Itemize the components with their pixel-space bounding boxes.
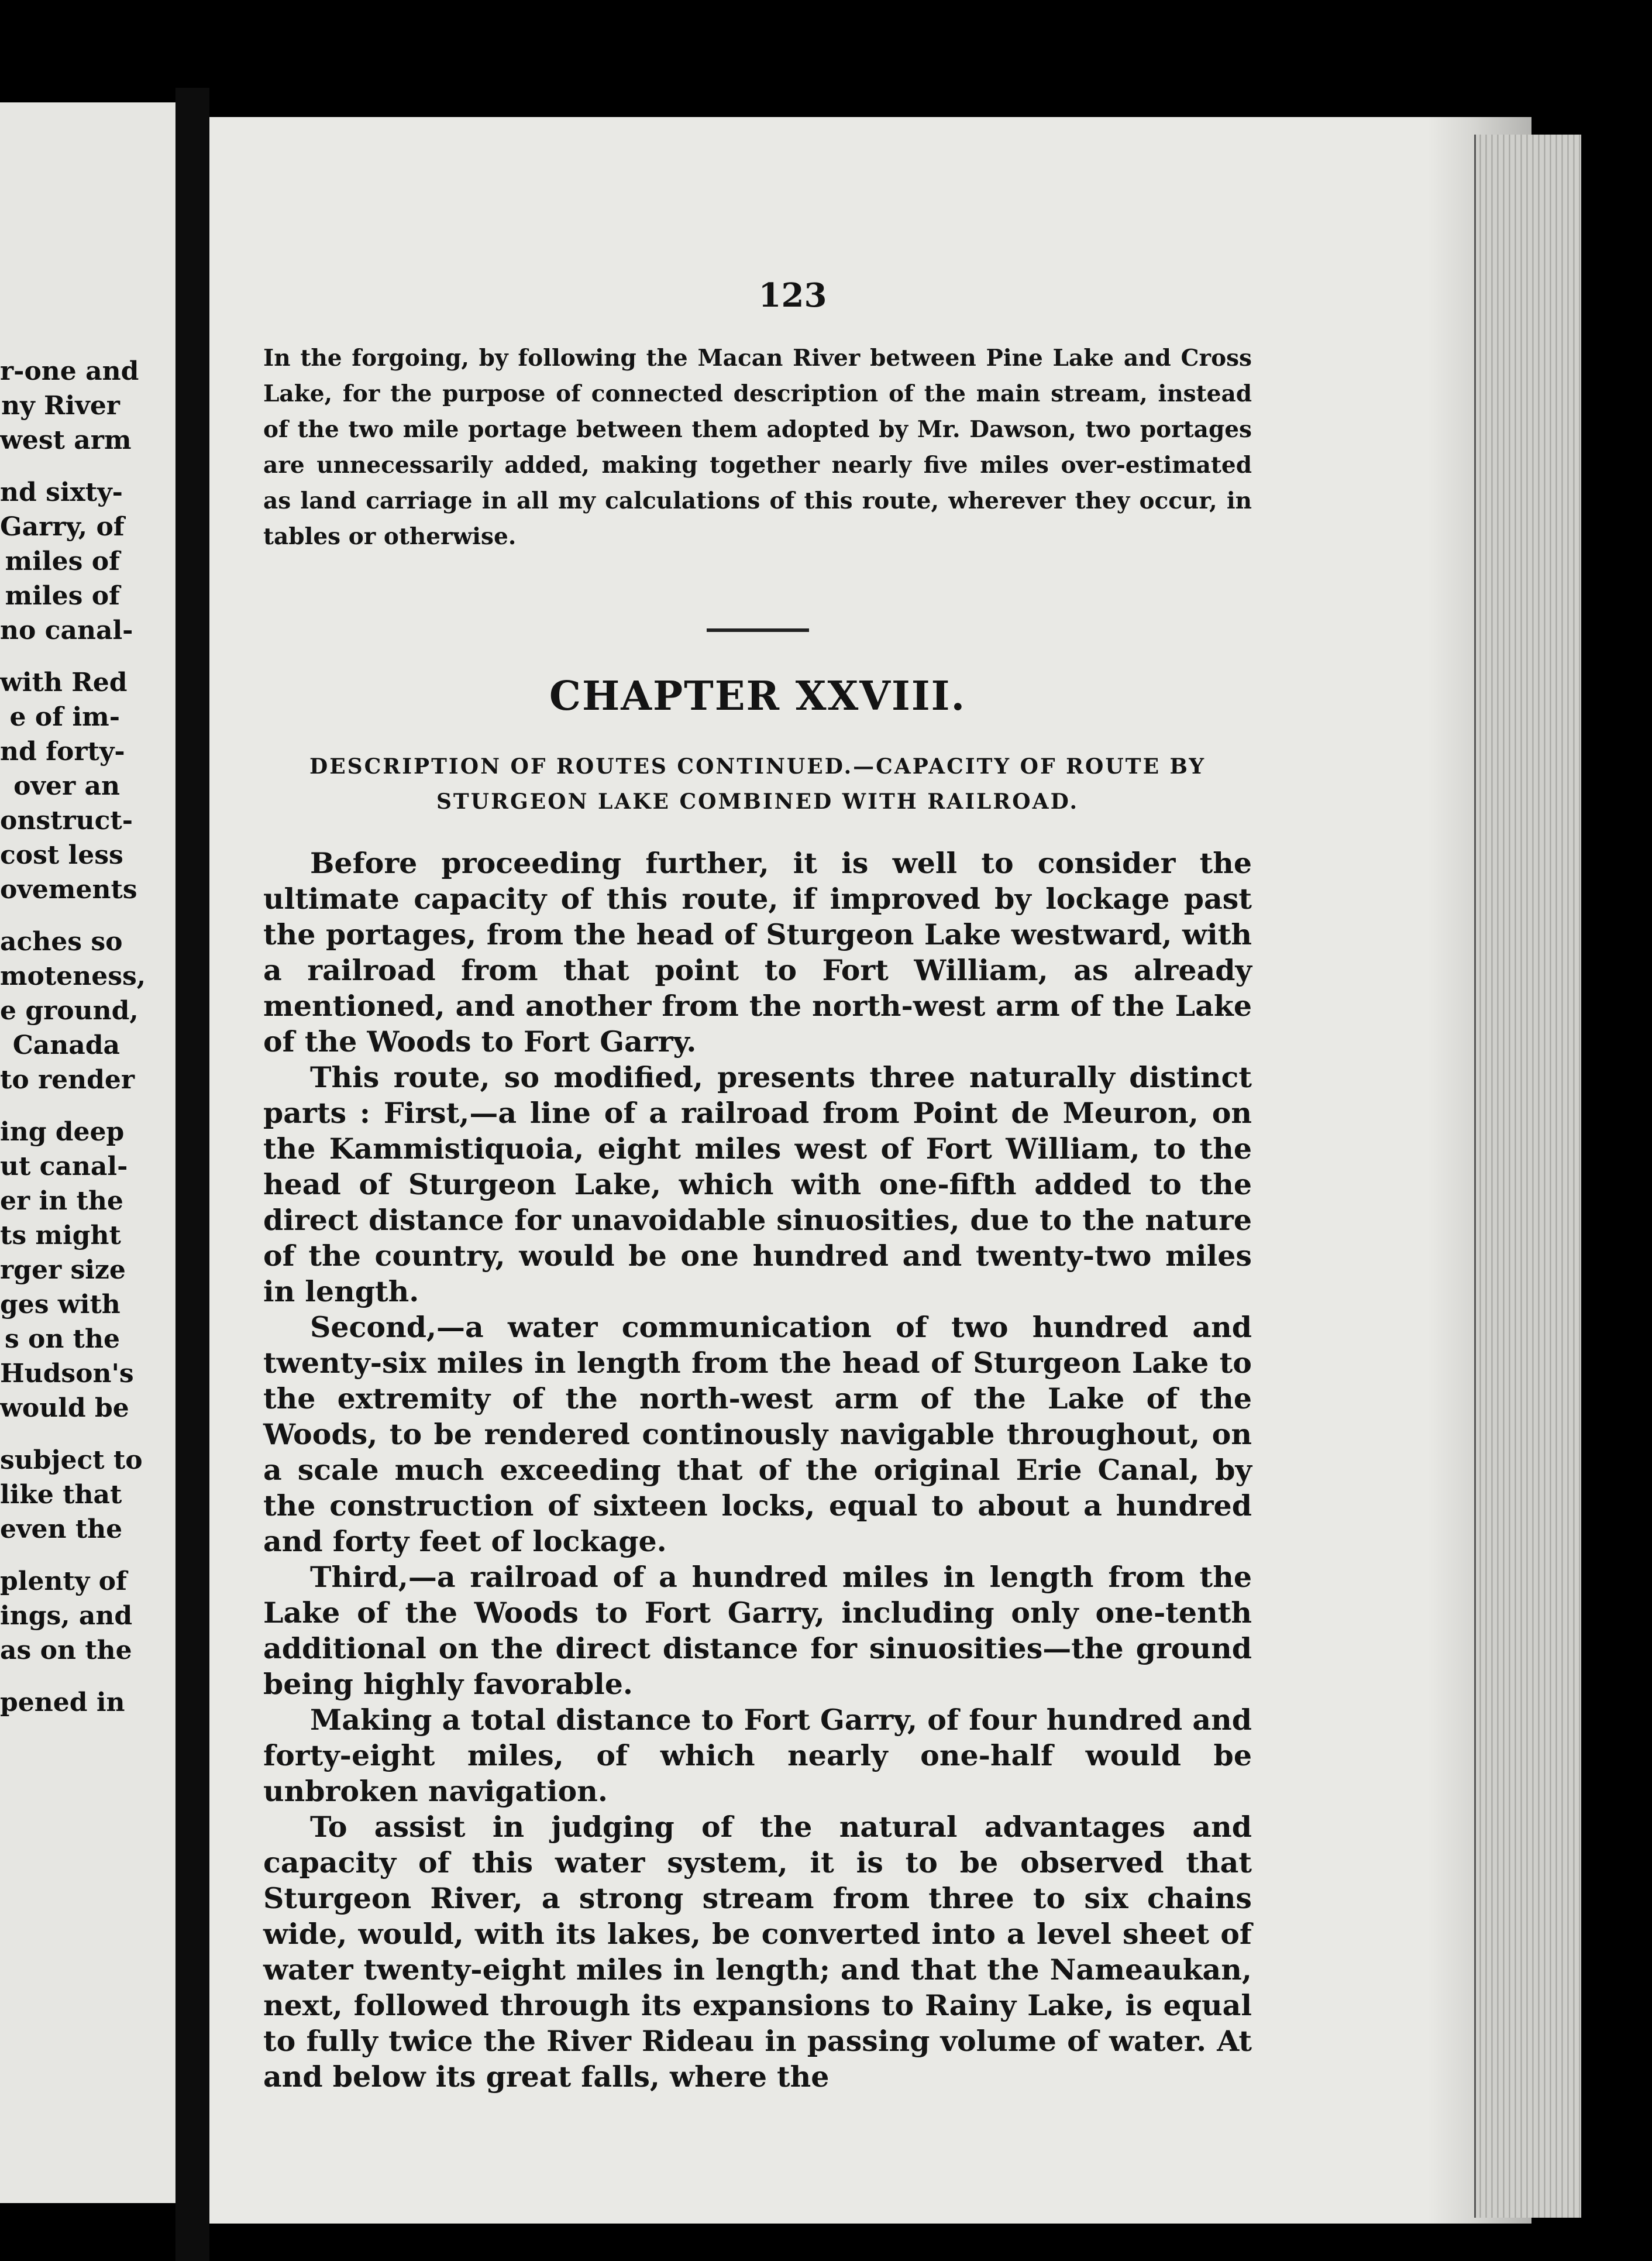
left-page-line: plenty of (0, 1566, 127, 1596)
section-divider (707, 628, 809, 632)
left-page-line: miles of (5, 581, 120, 611)
left-page-line: would be (0, 1393, 129, 1423)
left-page-line: ing deep (0, 1117, 125, 1147)
line-gap (0, 648, 120, 665)
left-page-line: no canal- (0, 616, 133, 645)
paragraph: Third,—a railroad of a hundred miles in length from the Lake of the Woods to Fort Garry, including only one-tenth additional on the direct distance for sinuosities—the ground being highly favorable. (263, 1560, 1252, 1701)
left-page-line: as on the (0, 1635, 132, 1665)
left-page-line: ovements (0, 875, 137, 905)
book-gutter (175, 88, 209, 2261)
left-page-line: Garry, of (0, 512, 125, 542)
line-gap (0, 1547, 120, 1564)
left-page-line: pened in (0, 1688, 125, 1717)
left-page-line: er in the (0, 1186, 123, 1216)
left-page-line: like that (0, 1480, 122, 1510)
paragraph: Second,—a water communication of two hundred and twenty-six miles in length from the head of Sturgeon Lake to the extremity of the north-west arm of the Lake of the Woods, to be rendered continously navigable throughout, on a scale much exceeding that of the original Erie Canal, by the construction of sixteen locks, equal to about a hundred and forty feet of lockage. (263, 1310, 1252, 1558)
left-page-line: nd sixty- (0, 477, 123, 507)
footnote: In the forgoing, by following the Macan River between Pine Lake and Cross Lake, for the purpose of connected description of the main stream, instead of the two mile portage between them adopted by Mr. Dawson, two portages are unnecessarily added, making together nearly five miles over-estimated as land carriage in all my calculations of this route, wherever they occur, in tables or otherwise. (263, 345, 1252, 550)
left-page-line: ings, and (0, 1601, 133, 1631)
left-page-line: e of im- (9, 702, 120, 732)
left-page-line: to render (0, 1065, 135, 1095)
line-gap (0, 1668, 120, 1685)
line-gap (0, 1425, 120, 1443)
left-page-line: e ground, (0, 996, 139, 1026)
paragraph: To assist in judging of the natural advantages and capacity of this water system, it is to be observed that Sturgeon River, a strong stream from three to six chains wide, would, with its lakes, be converted into a level sheet of water twenty-eight miles in length; and that the Nameaukan, next, followed through its expansions to Rainy Lake, is equal to fully twice the River Rideau in passing volume of water. At and below its great falls, where the (263, 1810, 1252, 2094)
left-page-line: rger size (0, 1255, 126, 1285)
line-gap (0, 1097, 120, 1115)
chapter-subtitle-line: STURGEON LAKE COMBINED WITH RAILROAD. (436, 789, 1079, 814)
left-page-line: ts might (0, 1221, 121, 1250)
left-page-line: s on the (4, 1324, 120, 1354)
left-page-line: ny River (1, 391, 120, 421)
left-page-line: Canada (12, 1030, 120, 1060)
line-gap (0, 458, 120, 475)
left-page-line: ges with (0, 1290, 121, 1320)
left-page-line: moteness, (0, 961, 146, 991)
paragraph: Before proceeding further, it is well to consider the ultimate capacity of this route, if improved by lockage past the portages, from the head of Sturgeon Lake westward, with a railroad from that point to Fort William, as already mentioned, and another from the north-west arm of the Lake of the Woods to Fort Garry. (263, 846, 1252, 1059)
line-gap (0, 907, 120, 925)
page-content (263, 275, 1252, 2095)
paragraph: Making a total distance to Fort Garry, of four hundred and forty-eight miles, of which nearly one-half would be unbroken navigation. (263, 1703, 1252, 1808)
page-number: 123 (758, 276, 827, 315)
left-page-line: ut canal- (0, 1152, 128, 1181)
left-page-line: with Red (0, 668, 128, 697)
chapter-subtitle (263, 749, 1252, 819)
left-page-line: onstruct- (0, 806, 133, 836)
chapter-title: CHAPTER XXVIII. (549, 673, 966, 720)
left-page-text-fragment (0, 354, 146, 1720)
left-page-line: west arm (0, 425, 132, 455)
left-page-line: r-one and (0, 356, 139, 386)
left-page-line: over an (13, 771, 120, 801)
left-page-line: cost less (0, 840, 123, 870)
left-page-line: nd forty- (0, 737, 125, 767)
left-page-line: miles of (5, 547, 120, 576)
chapter-subtitle-line: DESCRIPTION OF ROUTES CONTINUED.—CAPACITY OF ROUTE BY (309, 754, 1206, 779)
paragraph: This route, so modified, presents three naturally distinct parts : First,—a line of a railroad from Point de Meuron, on the Kammistiquoia, eight miles west of Fort William, to the head of Sturgeon Lake, which with one-fifth added to the direct distance for unavoidable sinuosities, due to the nature of the country, would be one hundred and twenty-two miles in length. (263, 1060, 1252, 1308)
page-stack-edges (1474, 135, 1581, 2218)
left-page-line: aches so (0, 927, 123, 957)
left-page-line: subject to (0, 1445, 143, 1475)
left-facing-page (0, 102, 175, 2203)
left-page-line: Hudson's (0, 1359, 134, 1389)
left-page-line: even the (0, 1514, 123, 1544)
body-text (263, 846, 1252, 2095)
